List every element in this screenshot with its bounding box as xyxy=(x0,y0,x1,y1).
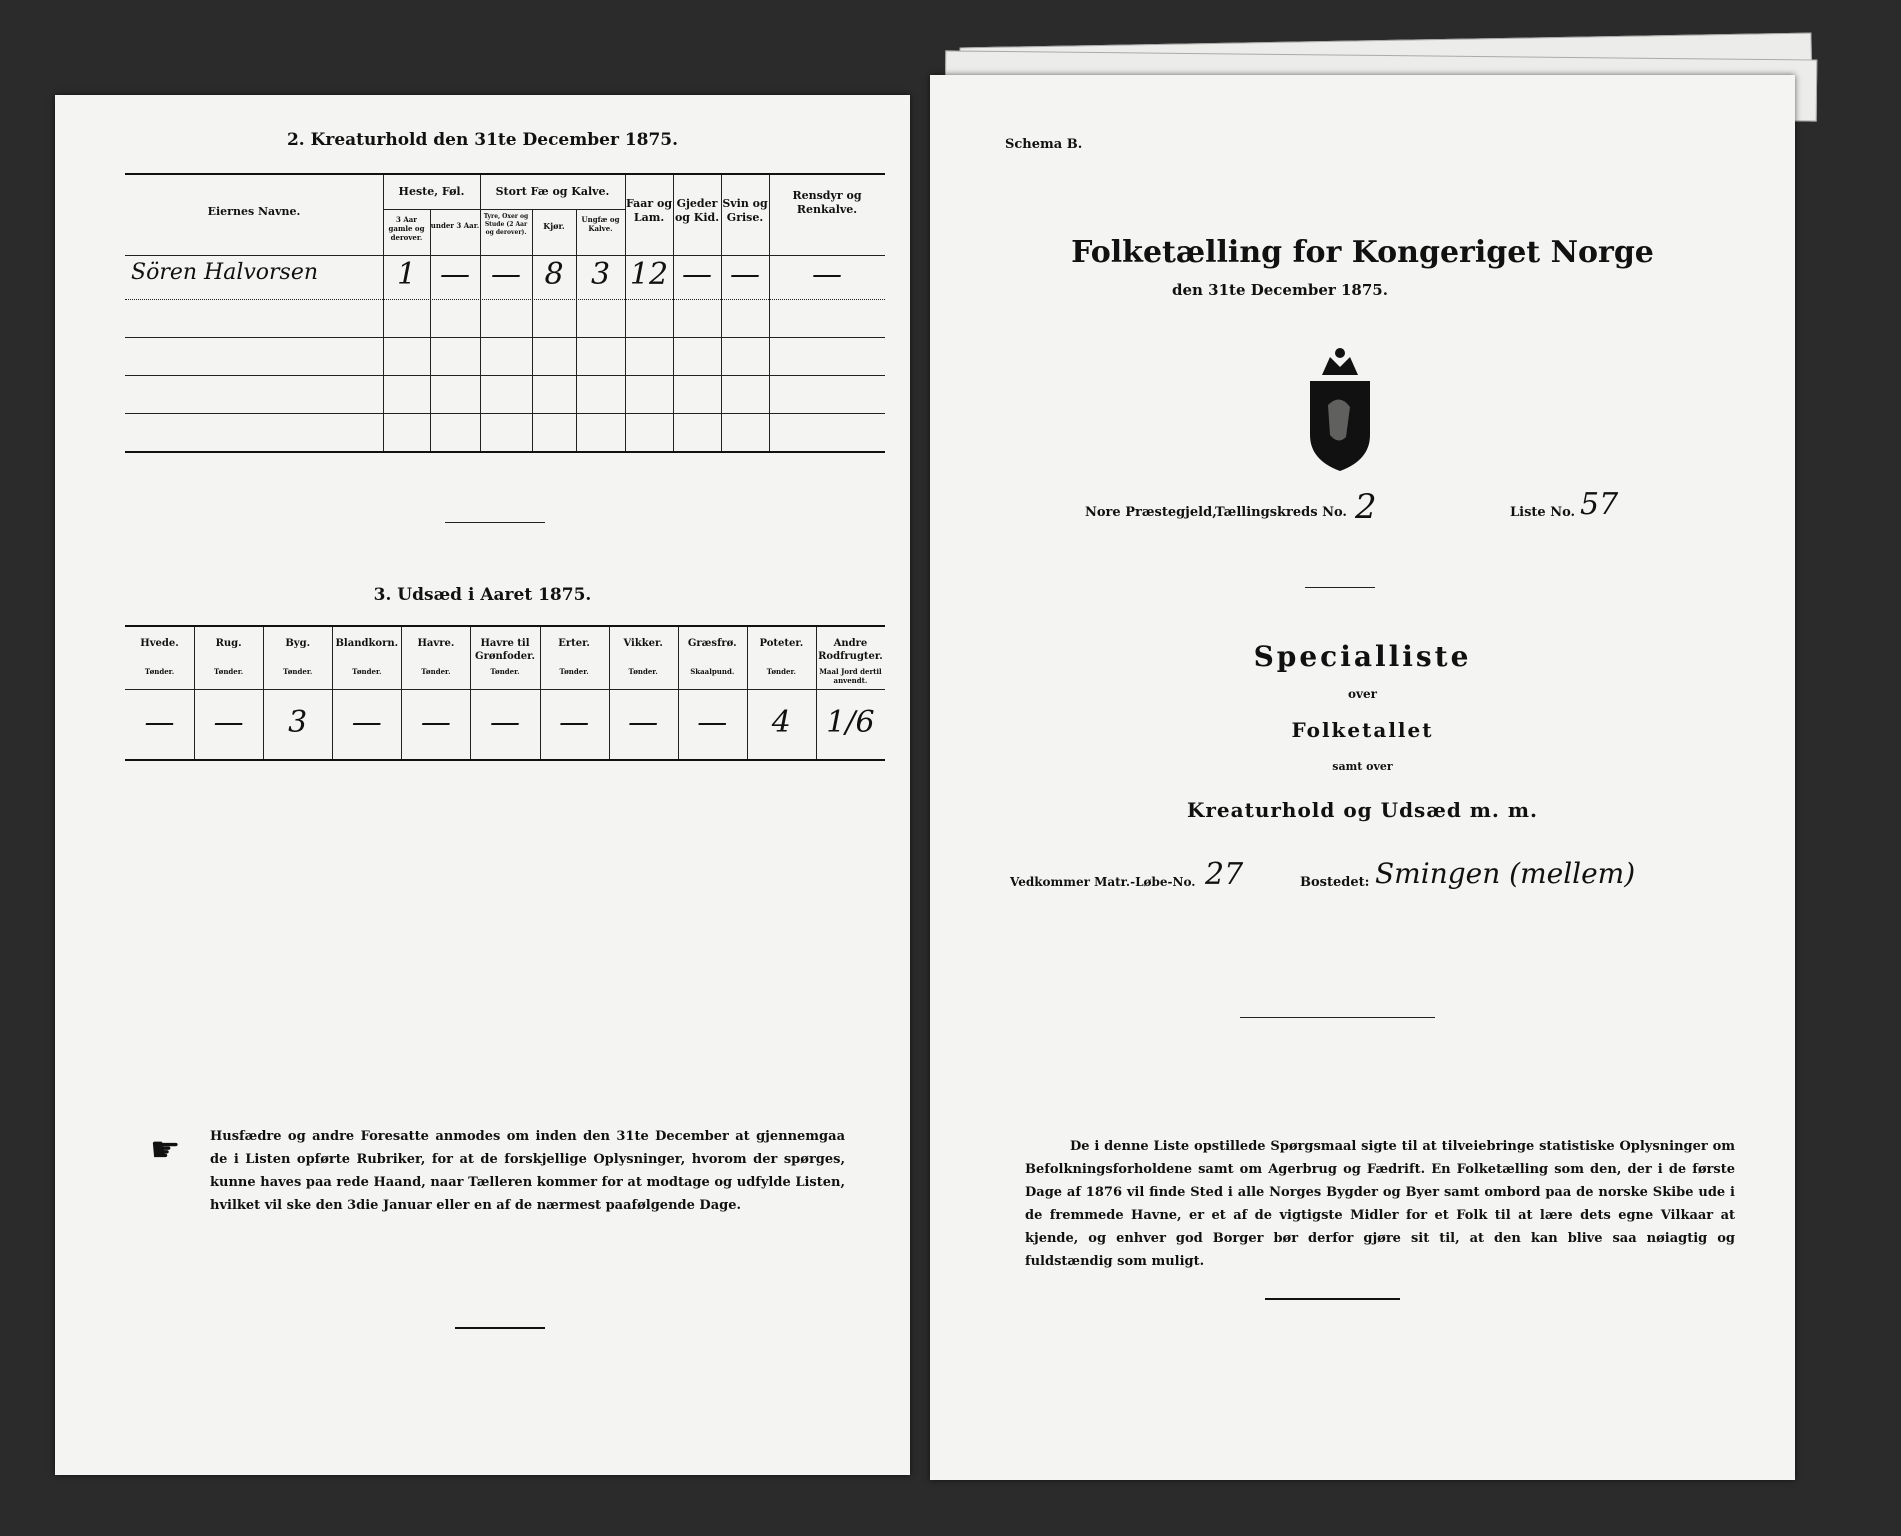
header-horses: Heste, Føl. xyxy=(398,185,465,198)
seed-value: — xyxy=(351,705,382,740)
divider-bottom xyxy=(455,1327,545,1329)
header-bulls: Tyre, Oxer og Stude (2 Aar og derover). xyxy=(483,213,529,236)
header-cows: Kjør. xyxy=(543,221,565,231)
seed-header-unit: Tønder. xyxy=(628,667,658,676)
seed-table-bottom-rule xyxy=(125,759,885,761)
livestock-table xyxy=(125,175,885,451)
cell-young-cattle: 3 xyxy=(590,257,611,292)
bosted-label: Bostedet: xyxy=(1300,875,1370,890)
cell-reindeer: — xyxy=(812,257,842,292)
prestegjeld-label: Nore Præstegjeld, xyxy=(1085,505,1217,520)
census-subtitle: den 31te December 1875. xyxy=(1172,281,1388,299)
specialliste-title: Specialliste xyxy=(1253,640,1472,673)
divider-bottom xyxy=(1265,1298,1400,1300)
cell-bulls: — xyxy=(491,257,521,292)
header-sheep: Faar og Lam. xyxy=(625,197,673,224)
matr-label: Vedkommer Matr.-Løbe-No. xyxy=(1010,875,1196,889)
header-pigs: Svin og Grise. xyxy=(722,197,768,224)
seed-header-name: Byg. xyxy=(285,638,311,649)
header-reindeer: Rensdyr og Renkalve. xyxy=(792,189,862,216)
seed-value: — xyxy=(489,705,520,740)
over-label: over xyxy=(1348,687,1377,701)
cell-cows: 8 xyxy=(544,257,564,292)
seed-header-name: Vikker. xyxy=(623,638,663,649)
seed-value: 3 xyxy=(288,705,308,740)
left-page xyxy=(55,95,910,1475)
table-bottom-rule xyxy=(125,451,885,453)
owner-name: Sören Halvorsen xyxy=(131,260,319,285)
cell-horses-3plus: 1 xyxy=(396,257,417,292)
seed-value: — xyxy=(559,705,590,740)
header-goats: Gjeder og Kid. xyxy=(674,197,720,224)
seed-header-name: Andre Rodfrugter. xyxy=(818,638,883,662)
cell-horses-under3: — xyxy=(440,257,470,292)
seed-header-name: Rug. xyxy=(215,638,242,649)
divider xyxy=(1305,587,1375,588)
coat-of-arms-icon xyxy=(1300,345,1380,475)
matr-value: 27 xyxy=(1205,857,1244,892)
seed-header-unit: Tønder. xyxy=(213,667,244,676)
seed-header-unit: Tønder. xyxy=(421,667,451,676)
seed-value: 1/6 xyxy=(826,705,875,740)
section3-title: 3. Udsæd i Aaret 1875. xyxy=(373,585,592,605)
seed-value: — xyxy=(697,705,728,740)
kreaturhold-label: Kreaturhold og Udsæd m. m. xyxy=(1187,798,1538,822)
section2-title: 2. Kreaturhold den 31te December 1875. xyxy=(286,130,679,150)
schema-label: Schema B. xyxy=(1005,137,1083,152)
samt-over-label: samt over xyxy=(1332,760,1393,773)
seed-header-unit: Tønder. xyxy=(144,667,175,676)
header-horses-under3: under 3 Aar. xyxy=(430,221,480,230)
pointing-hand-icon: ☛ xyxy=(150,1130,181,1170)
seed-value: — xyxy=(144,705,175,740)
seed-header-name: Græsfrø. xyxy=(687,638,737,649)
seed-value: — xyxy=(628,705,659,740)
seed-header-unit: Tønder. xyxy=(766,667,796,676)
cell-pigs: — xyxy=(730,257,760,292)
kreds-label: Tællingskreds No. xyxy=(1215,505,1347,520)
seed-header-name: Havre til Grønfoder. xyxy=(475,638,535,662)
seed-header-unit: Tønder. xyxy=(490,667,520,676)
right-page xyxy=(930,75,1795,1480)
cell-goats: — xyxy=(682,257,712,292)
bosted-value: Smingen (mellem) xyxy=(1375,857,1636,890)
seed-header-unit: Tønder. xyxy=(352,667,382,676)
notice-text: Husfædre og andre Foresatte anmodes om inden den 31te December at gjennemgaa de i Listen opførte Rubriker, for at de forskjellige Oplysninger, hvorom der spørges, kunne haves paa rede Haand, naar Tælleren kommer for at modtage og udfylde Listen, hvilket vil ske den 3die Januar eller en af de nærmest paafølgende Dage. xyxy=(210,1129,845,1213)
header-young-cattle: Ungfæ og Kalve. xyxy=(581,215,620,233)
divider xyxy=(1240,1017,1435,1018)
seed-header-unit: Maal Jord dertil anvendt. xyxy=(819,667,882,685)
seed-header-unit: Tønder. xyxy=(559,667,589,676)
seed-value: — xyxy=(420,705,451,740)
seed-value: 4 xyxy=(771,705,791,740)
census-title: Folketælling for Kongeriget Norge xyxy=(1071,235,1654,270)
seed-header-name: Poteter. xyxy=(759,638,804,649)
liste-label: Liste No. xyxy=(1510,505,1576,520)
seed-header-name: Erter. xyxy=(558,638,590,649)
seed-header-unit: Tønder. xyxy=(283,667,313,676)
header-horses-3plus: 3 Aar gamle og derover. xyxy=(388,215,425,242)
seed-table xyxy=(125,627,885,759)
folketallet-label: Folketallet xyxy=(1291,718,1434,742)
seed-header-name: Hvede. xyxy=(140,638,179,649)
seed-header-unit: Skaalpund. xyxy=(690,667,735,676)
seed-header-name: Havre. xyxy=(417,638,455,649)
liste-value: 57 xyxy=(1580,487,1619,522)
info-paragraph: De i denne Liste opstillede Spørgsmaal sigte til at tilveiebringe statistiske Oplysninger om Befolkningsforholdene samt om Agerbrug og Fædrift. En Folketælling som den, der i de første Dage af 1876 vil finde Sted i alle Norges Bygder og Byer samt ombord paa de norske Skibe ude i de fremmede Havne, er et af de vigtigste Midler for et Folk til at lære dets egne Vilkaar at kjende, og enhver god Borger bør derfor gjøre sit til, at den kan blive saa nøiagtig og fuldstændig som muligt. xyxy=(1025,1139,1735,1269)
cell-sheep: 12 xyxy=(629,257,669,292)
kreds-value: 2 xyxy=(1355,487,1377,527)
divider xyxy=(445,522,545,523)
header-cattle: Stort Fæ og Kalve. xyxy=(495,185,610,198)
header-owner: Eiernes Navne. xyxy=(207,205,301,218)
seed-header-name: Blandkorn. xyxy=(335,638,399,649)
seed-value: — xyxy=(213,705,244,740)
